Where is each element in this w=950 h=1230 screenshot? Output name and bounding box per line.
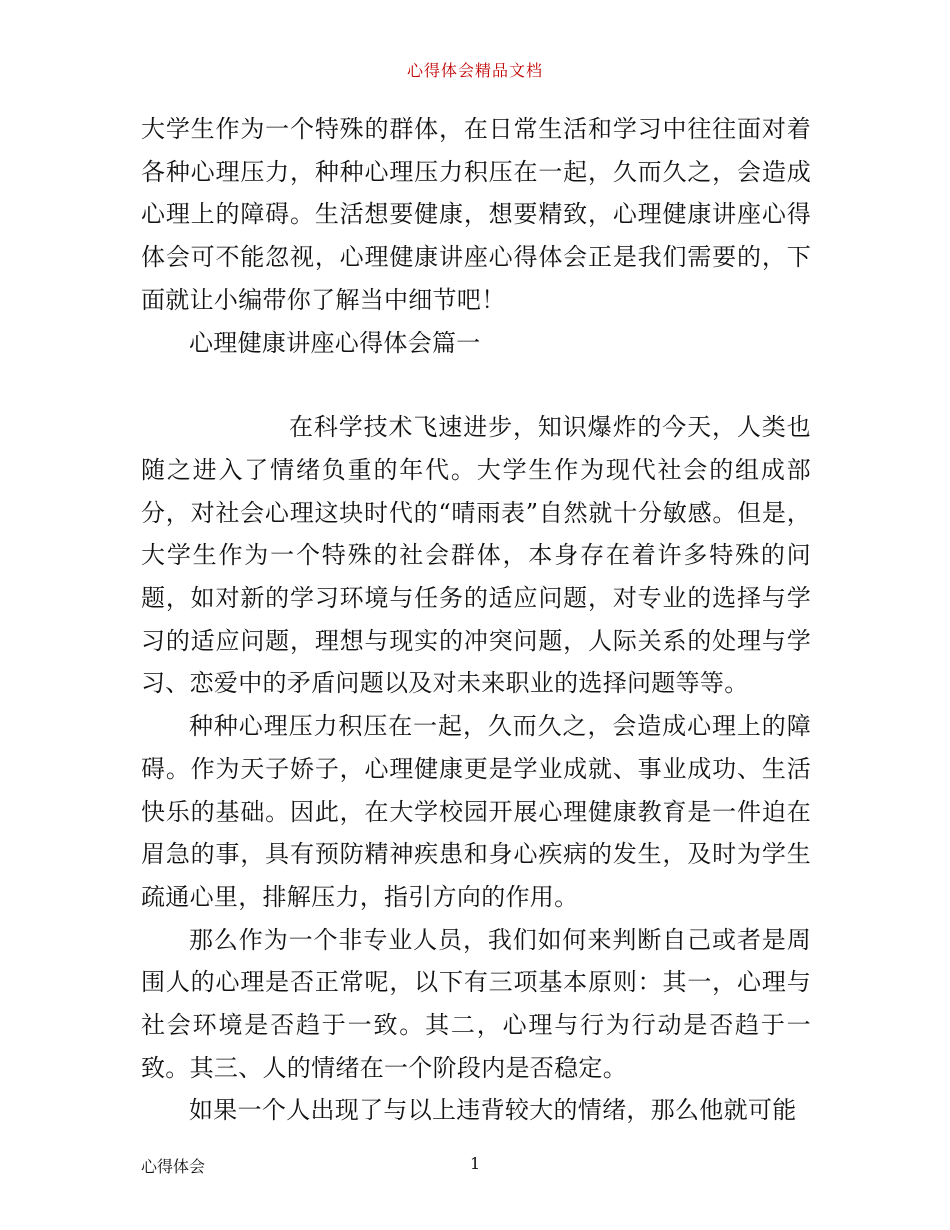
paragraph-4: 如果一个人出现了与以上违背较大的情绪，那么他就可能 bbox=[189, 1096, 797, 1125]
paragraph-1: 在科学技术飞速进步，知识爆炸的今天，人类也随之进入了情绪负重的年代。大学生作为现代社会的组成部分，对社会心理这块时代的“晴雨表”自然就十分敏感。但是，大学生作为一个特殊的社会群体，本身存在着许多特殊的问题，如对新的学习环境与任务的适应问题，对专业的选择与学习的适应问题，理想与现实的冲突问题，人际关系的处理与学习、恋爱中的矛盾问题以及对未来职业的选择问题等等。 bbox=[141, 413, 811, 698]
intro-paragraph: 大学生作为一个特殊的群体，在日常生活和学习中往往面对着各种心理压力，种种心理压力积压在一起，久而久之，会造成心理上的障碍。生活想要健康，想要精致，心理健康讲座心得体会可不能忽视，心理健康讲座心得体会正是我们需要的，下面就让小编带你了解当中细节吧！ bbox=[141, 115, 811, 314]
paragraph-2: 种种心理压力积压在一起，久而久之，会造成心理上的障碍。作为天子娇子，心理健康更是学业成就、事业成功、生活快乐的基础。因此，在大学校园开展心理健康教育是一件迫在眉急的事，具有预防精神疾患和身心疾病的发生，及时为学生疏通心里，排解压力，指引方向的作用。 bbox=[141, 712, 811, 911]
section-heading: 心理健康讲座心得体会篇一 bbox=[189, 328, 481, 357]
blank-line bbox=[141, 364, 811, 406]
footer-label: 心得体会 bbox=[141, 1157, 206, 1176]
document-header: 心得体会精品文档 bbox=[406, 61, 543, 80]
paragraph-3: 那么作为一个非专业人员，我们如何来判断自己或者是周围人的心理是否正常呢，以下有三项基本原则：其一，心理与社会环境是否趋于一致。其二，心理与行为行动是否趋于一致。其三、人的情绪在一个阶段内是否稳定。 bbox=[141, 925, 811, 1082]
document-body bbox=[141, 108, 811, 1132]
page-number: 1 bbox=[470, 1154, 481, 1173]
